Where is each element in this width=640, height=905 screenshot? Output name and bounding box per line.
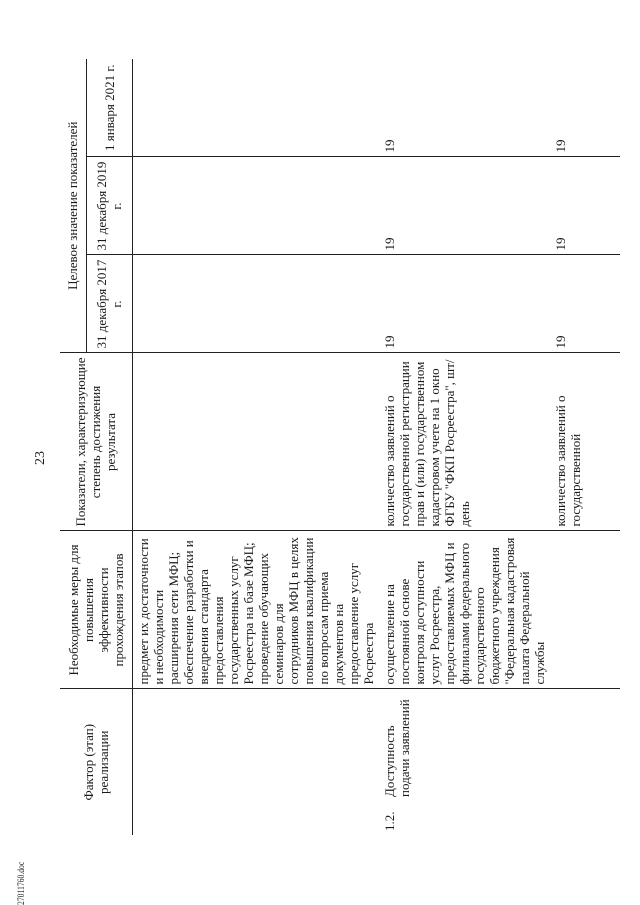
row-number [550,801,621,835]
row-value-2017: 19 [550,255,621,353]
row-value-2021 [132,59,379,157]
header-year-2021: 1 января 2021 г. [86,59,132,157]
row-value-2019 [132,157,379,255]
row-factor: Доступность подачи заявлений [381,699,412,797]
row-number [132,801,379,835]
row-measures [550,531,621,689]
header-indicators: Показатели, характеризующие степень достижения результата [60,353,132,531]
row-indicator: количество заявлений о государственной [550,353,621,531]
row-measures: осуществление на постоянной основе контроля доступности услуг Росреестра, предоставляемых МФЦ и филиалами федерального государственного бюджетного учреждения "Федеральная кадастровая палата Федеральной службы [379,531,550,689]
table-row [550,59,621,835]
row-value-2019: 19 [379,157,550,255]
row-measures: предмет их достаточности и необходимости расширения сети МФЦ; обеспечение разработки и внедрения стандарта предоставления государственных услуг Росреестра на базе МФЦ; проведение обучающих семинаров для сотрудников МФЦ в целях повышения квалификации по вопросам приема документов на предоставление услуг Росреестра [132,531,379,689]
row-value-2019: 19 [550,157,621,255]
row-factor [550,689,621,801]
header-target: Целевое значение показателей [60,59,86,353]
row-value-2021: 19 [379,59,550,157]
row-number: 1.2. [381,811,397,831]
header-factor: Фактор (этап) реализации [60,689,132,835]
table-row [132,59,379,835]
header-year-2017: 31 декабря 2017 г. [86,255,132,353]
measures-table [60,59,620,835]
page-number: 23 [33,451,48,465]
row-indicator: количество заявлений о государственной регистрации прав и (или) государственном кадастровом учете на 1 окно ФГБУ "ФКП Росреестра", шт/день [379,353,550,531]
row-indicator [132,353,379,531]
row-value-2017: 19 [379,255,550,353]
header-measures: Необходимые меры для повышения эффективности прохождения этапов [60,531,132,689]
row-factor [132,689,379,801]
row-value-2017 [132,255,379,353]
table-row [379,59,550,835]
header-year-2019: 31 декабря 2019 г. [86,157,132,255]
document-id: 27011760.doc [16,861,26,905]
row-value-2021: 19 [550,59,621,157]
